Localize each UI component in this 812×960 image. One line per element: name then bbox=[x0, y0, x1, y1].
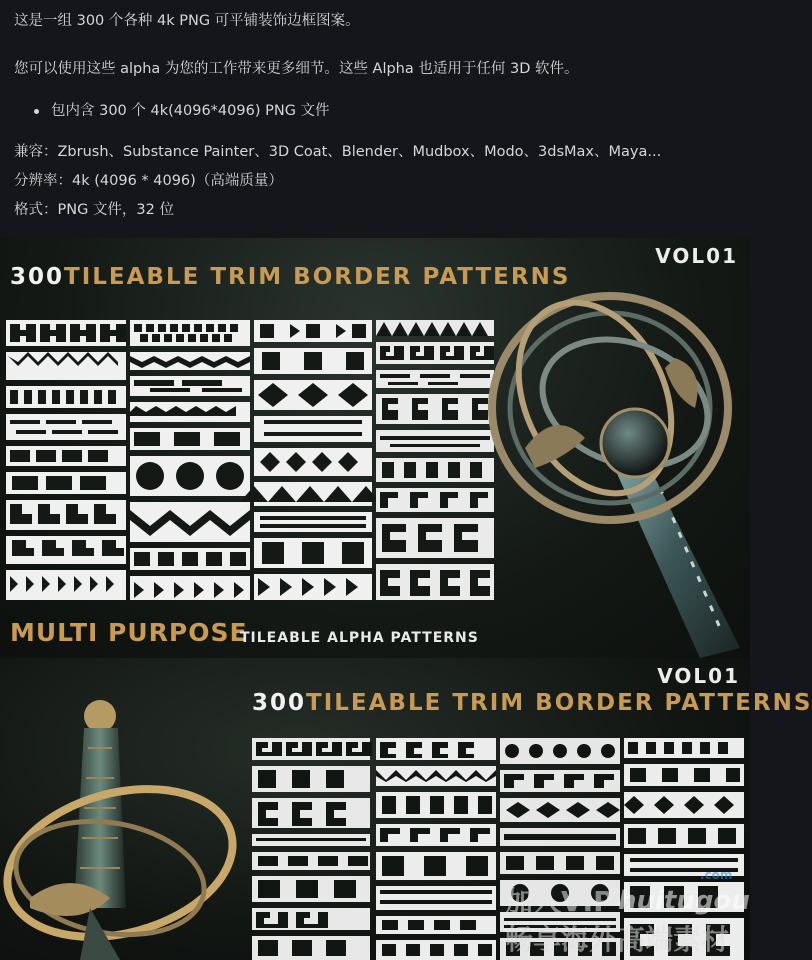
compat-line: 兼容：Zbrush、Substance Painter、3D Coat、Blender、Mudbox、Modo、3dsMax、Maya... bbox=[14, 144, 662, 160]
banner-footer-subtitle: TILEABLE ALPHA PATTERNS bbox=[240, 630, 479, 646]
pattern-column-5 bbox=[252, 738, 370, 960]
sword-guard-image bbox=[485, 288, 750, 658]
pattern-column-1 bbox=[6, 320, 126, 600]
pattern-column-6 bbox=[376, 738, 496, 960]
title-count: 300 bbox=[10, 264, 65, 290]
watermark-brand-tld: .com bbox=[700, 868, 733, 882]
spec-list bbox=[14, 138, 736, 225]
format-line: 格式：PNG 文件，32 位 bbox=[14, 202, 174, 218]
bullet-text: 包内含 300 个 4k(4096*4096) PNG 文件 bbox=[51, 103, 330, 119]
banner-title bbox=[10, 264, 570, 290]
pattern-column-4 bbox=[376, 320, 494, 600]
description-block bbox=[0, 0, 750, 228]
bullet-item bbox=[14, 100, 736, 122]
volume-label: VOL01 bbox=[655, 244, 738, 268]
sword-hilt-image bbox=[0, 688, 250, 960]
title-count: 300 bbox=[252, 690, 307, 716]
banner-title bbox=[252, 690, 812, 716]
pattern-column-3 bbox=[254, 320, 372, 600]
product-banner-2 bbox=[0, 658, 812, 960]
title-text: TILEABLE TRIM BORDER PATTERNS bbox=[306, 690, 812, 716]
description-line-2: 您可以使用这些 alpha 为您的工作带来更多细节。这些 Alpha 也适用于任何 3D 软件。 bbox=[14, 61, 579, 77]
banner-footer-title: MULTI PURPOSE bbox=[10, 618, 248, 647]
bullet-dot-icon bbox=[34, 109, 39, 114]
watermark-brand: huitugou bbox=[618, 886, 750, 916]
description-line-1: 这是一组 300 个各种 4k PNG 可平铺装饰边框图案。 bbox=[14, 13, 360, 29]
title-text: TILEABLE TRIM BORDER PATTERNS bbox=[64, 264, 571, 290]
resolution-line: 分辨率：4k (4096 * 4096)（高端质量） bbox=[14, 173, 283, 189]
volume-label: VOL01 bbox=[657, 664, 740, 688]
pattern-column-2 bbox=[130, 320, 250, 600]
watermark-line-1: 加入VIP bbox=[505, 885, 614, 918]
watermark-line-2: 畅享海外高端素材 bbox=[505, 923, 730, 956]
product-banner-1 bbox=[0, 238, 750, 658]
